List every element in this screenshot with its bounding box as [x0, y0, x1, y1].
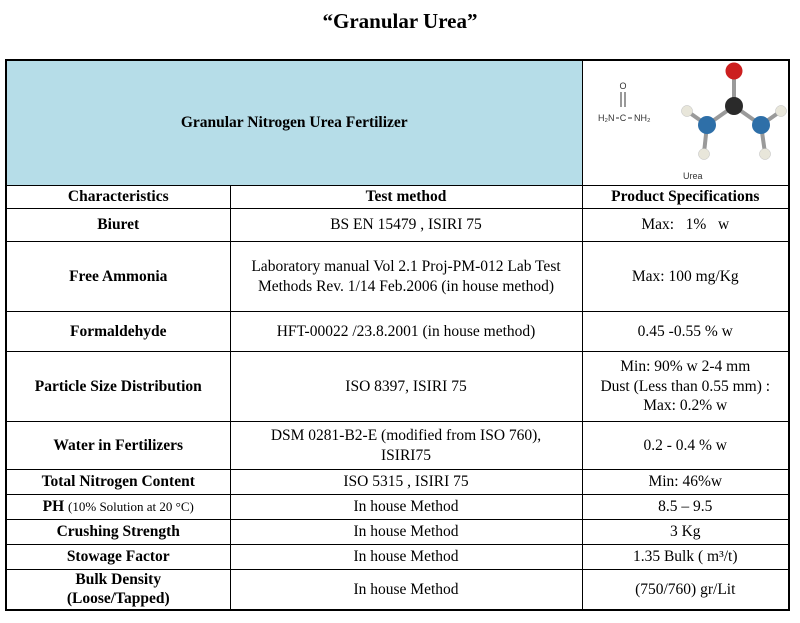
urea-structure-image: [582, 60, 789, 186]
hydrogen-atom: [759, 149, 770, 160]
nitrogen-atom-left: [698, 116, 716, 134]
table-row: Water in Fertilizers DSM 0281-B2-E (modified from ISO 760), ISIRI75 0.2 - 0.4 % w: [6, 422, 789, 470]
column-header-row: [6, 186, 789, 209]
table-row: Bulk Density (Loose/Tapped) In house Method (750/760) gr/Lit: [6, 570, 789, 610]
formula-carbon: C: [619, 113, 626, 123]
product-name: Granular Nitrogen Urea Fertilizer: [6, 60, 582, 186]
hydrogen-atom: [775, 106, 786, 117]
header-row: [6, 60, 789, 186]
table-row: Crushing Strength In house Method 3 Kg: [6, 520, 789, 545]
table-row: PH (10% Solution at 20 °C) In house Method 8.5 – 9.5: [6, 495, 789, 520]
nitrogen-atom-right: [752, 116, 770, 134]
table-row: Particle Size Distribution ISO 8397, ISIRI 75 Min: 90% w 2-4 mm Dust (Less than 0.55 mm) : Max: 0.2% w: [6, 352, 789, 422]
carbon-atom: [725, 97, 743, 115]
col-test-method: Test method: [230, 186, 582, 209]
table-row: Total Nitrogen Content ISO 5315 , ISIRI 75 Min: 46%w: [6, 470, 789, 495]
col-specifications: Product Specifications: [582, 186, 789, 209]
hydrogen-atom: [681, 106, 692, 117]
urea-molecule-icon: [587, 61, 790, 185]
table-row: Stowage Factor In house Method 1.35 Bulk ( m³/t): [6, 545, 789, 570]
oxygen-atom: [725, 63, 742, 80]
formula-left: H₂N: [597, 113, 614, 123]
hydrogen-atom: [698, 149, 709, 160]
table-row: Biuret BS EN 15479 , ISIRI 75 Max: 1% w: [6, 209, 789, 242]
table-row: Free Ammonia Laboratory manual Vol 2.1 Proj-PM-012 Lab Test Methods Rev. 1/14 Feb.2006 (in house method) Max: 100 mg/Kg: [6, 242, 789, 312]
structure-label: Urea: [682, 171, 703, 181]
col-characteristics: Characteristics: [6, 186, 230, 209]
formula-right: NH₂: [633, 113, 650, 123]
spec-table: [5, 59, 790, 611]
document-title: “Granular Urea”: [322, 9, 478, 33]
table-row: Formaldehyde HFT-00022 /23.8.2001 (in house method) 0.45 -0.55 % w: [6, 312, 789, 352]
formula-oxygen: O: [618, 81, 627, 91]
